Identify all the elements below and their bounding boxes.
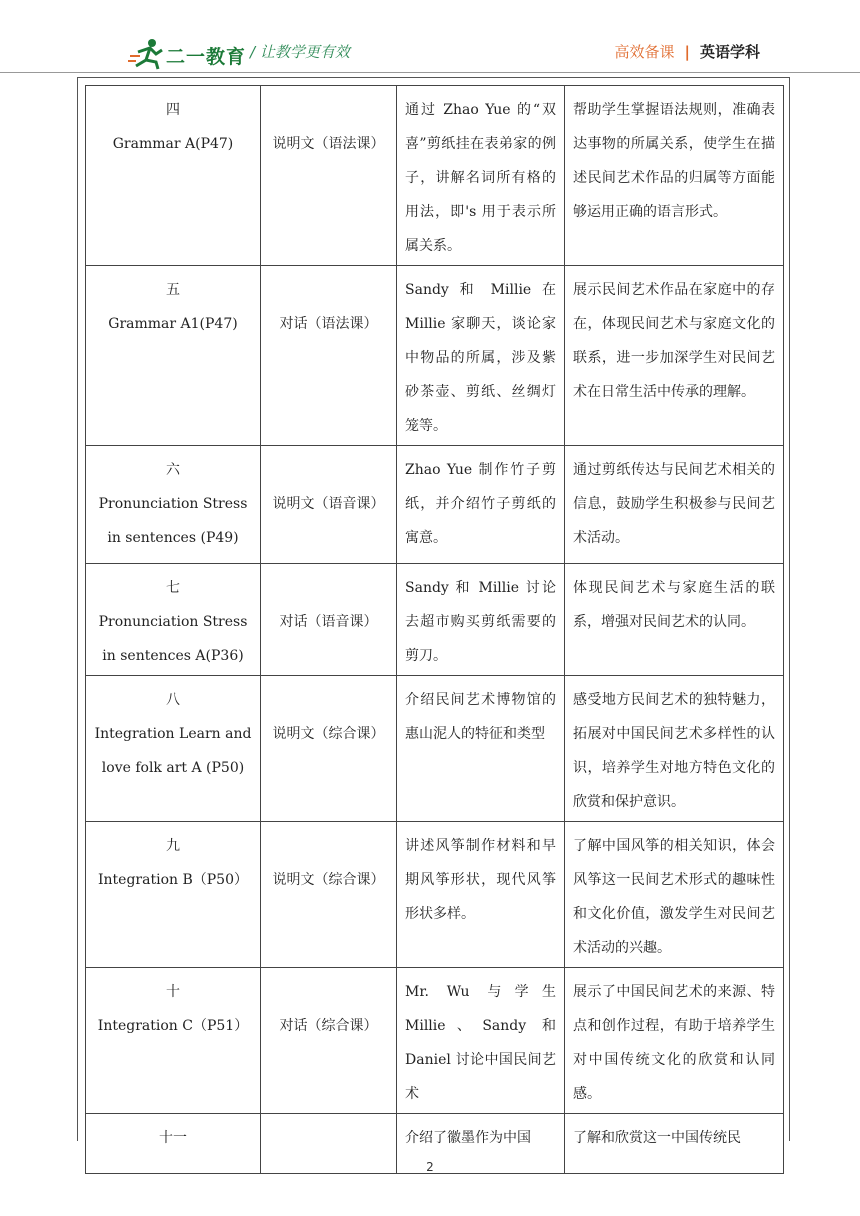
table-row	[86, 968, 784, 1114]
lesson-title: Pronunciation Stress in sentences A(P36)	[98, 614, 248, 664]
logo-text: 二一教育	[166, 46, 247, 68]
text-type: 说明文（语音课）	[261, 446, 397, 564]
lesson-number: 四	[166, 102, 180, 118]
lesson-title: Grammar A(P47)	[112, 136, 234, 152]
table-row	[86, 266, 784, 446]
table-row	[86, 86, 784, 266]
header-tag-prep: 高效备课	[614, 43, 675, 61]
teaching-goal: 了解中国风筝的相关知识，体会风筝这一民间艺术形式的趣味性和文化价值，激发学生对民间艺术活动的兴趣。	[565, 822, 784, 968]
header-separator: |	[684, 42, 690, 61]
text-type: 说明文（语法课）	[261, 86, 397, 266]
content-summary: 介绍了徽墨作为中国	[397, 1114, 565, 1174]
content-summary: Sandy 和 Millie 讨论去超市购买剪纸需要的剪刀。	[397, 564, 565, 676]
content-summary: 通过 Zhao Yue 的“双喜”剪纸挂在表弟家的例子，讲解名词所有格的用法，即's 用于表示所属关系。	[397, 86, 565, 266]
table-row	[86, 446, 784, 564]
lesson-cell	[86, 676, 261, 822]
lesson-number: 五	[166, 282, 180, 298]
table-row	[86, 564, 784, 676]
teaching-goal: 帮助学生掌握语法规则，准确表达事物的所属关系，使学生在描述民间艺术作品的归属等方面能够运用正确的语言形式。	[565, 86, 784, 266]
lesson-table	[85, 85, 784, 1174]
text-type: 对话（语法课）	[261, 266, 397, 446]
content-summary: 讲述风筝制作材料和早期风筝形状，现代风筝形状多样。	[397, 822, 565, 968]
content-summary: Mr. Wu 与学生 Millie、Sandy 和 Daniel 讨论中国民间艺术	[397, 968, 565, 1114]
slogan: / 让教学更有效	[250, 43, 350, 61]
lesson-cell	[86, 822, 261, 968]
lesson-cell	[86, 968, 261, 1114]
content-summary: Sandy 和 Millie 在 Millie 家聊天，谈论家中物品的所属，涉及紫砂茶壶、剪纸、丝绸灯笼等。	[397, 266, 565, 446]
lesson-number: 九	[166, 838, 180, 854]
content-summary: 介绍民间艺术博物馆的惠山泥人的特征和类型	[397, 676, 565, 822]
page-number: 2	[426, 1160, 434, 1174]
content-summary: Zhao Yue 制作竹子剪纸，并介绍竹子剪纸的寓意。	[397, 446, 565, 564]
teaching-goal: 体现民间艺术与家庭生活的联系，增强对民间艺术的认同。	[565, 564, 784, 676]
table-row	[86, 822, 784, 968]
text-type: 说明文（综合课）	[261, 676, 397, 822]
lesson-title: Integration Learn and love folk art A (P50)	[94, 726, 252, 776]
lesson-number: 六	[166, 462, 180, 478]
teaching-goal: 通过剪纸传达与民间艺术相关的信息，鼓励学生积极参与民间艺术活动。	[565, 446, 784, 564]
teaching-goal: 了解和欣赏这一中国传统民	[565, 1114, 784, 1174]
lesson-number: 七	[166, 580, 180, 596]
lesson-title: Pronunciation Stress in sentences (P49)	[98, 496, 248, 546]
lesson-number: 八	[166, 692, 180, 708]
page-header	[0, 0, 860, 72]
lesson-title: Integration B（P50）	[98, 872, 248, 888]
header-divider	[0, 72, 860, 73]
lesson-cell	[86, 86, 261, 266]
teaching-goal: 展示民间艺术作品在家庭中的存在，体现民间艺术与家庭文化的联系，进一步加深学生对民间艺术在日常生活中传承的理解。	[565, 266, 784, 446]
teaching-goal: 展示了中国民间艺术的来源、特点和创作过程，有助于培养学生对中国传统文化的欣赏和认同感。	[565, 968, 784, 1114]
lesson-cell	[86, 266, 261, 446]
text-type: 对话（语音课）	[261, 564, 397, 676]
text-type: 对话（综合课）	[261, 968, 397, 1114]
lesson-cell	[86, 446, 261, 564]
table-row	[86, 676, 784, 822]
header-tag-subject: 英语学科	[699, 43, 760, 61]
teaching-goal: 感受地方民间艺术的独特魅力，拓展对中国民间艺术多样性的认识，培养学生对地方特色文化的欣赏和保护意识。	[565, 676, 784, 822]
lesson-title: Grammar A1(P47)	[108, 316, 238, 332]
lesson-cell	[86, 564, 261, 676]
header-subject	[614, 41, 760, 62]
lesson-title: Integration C（P51）	[97, 1018, 249, 1034]
text-type: 说明文（综合课）	[261, 822, 397, 968]
lesson-number: 十一	[159, 1130, 187, 1146]
lesson-number: 十	[166, 984, 180, 1000]
